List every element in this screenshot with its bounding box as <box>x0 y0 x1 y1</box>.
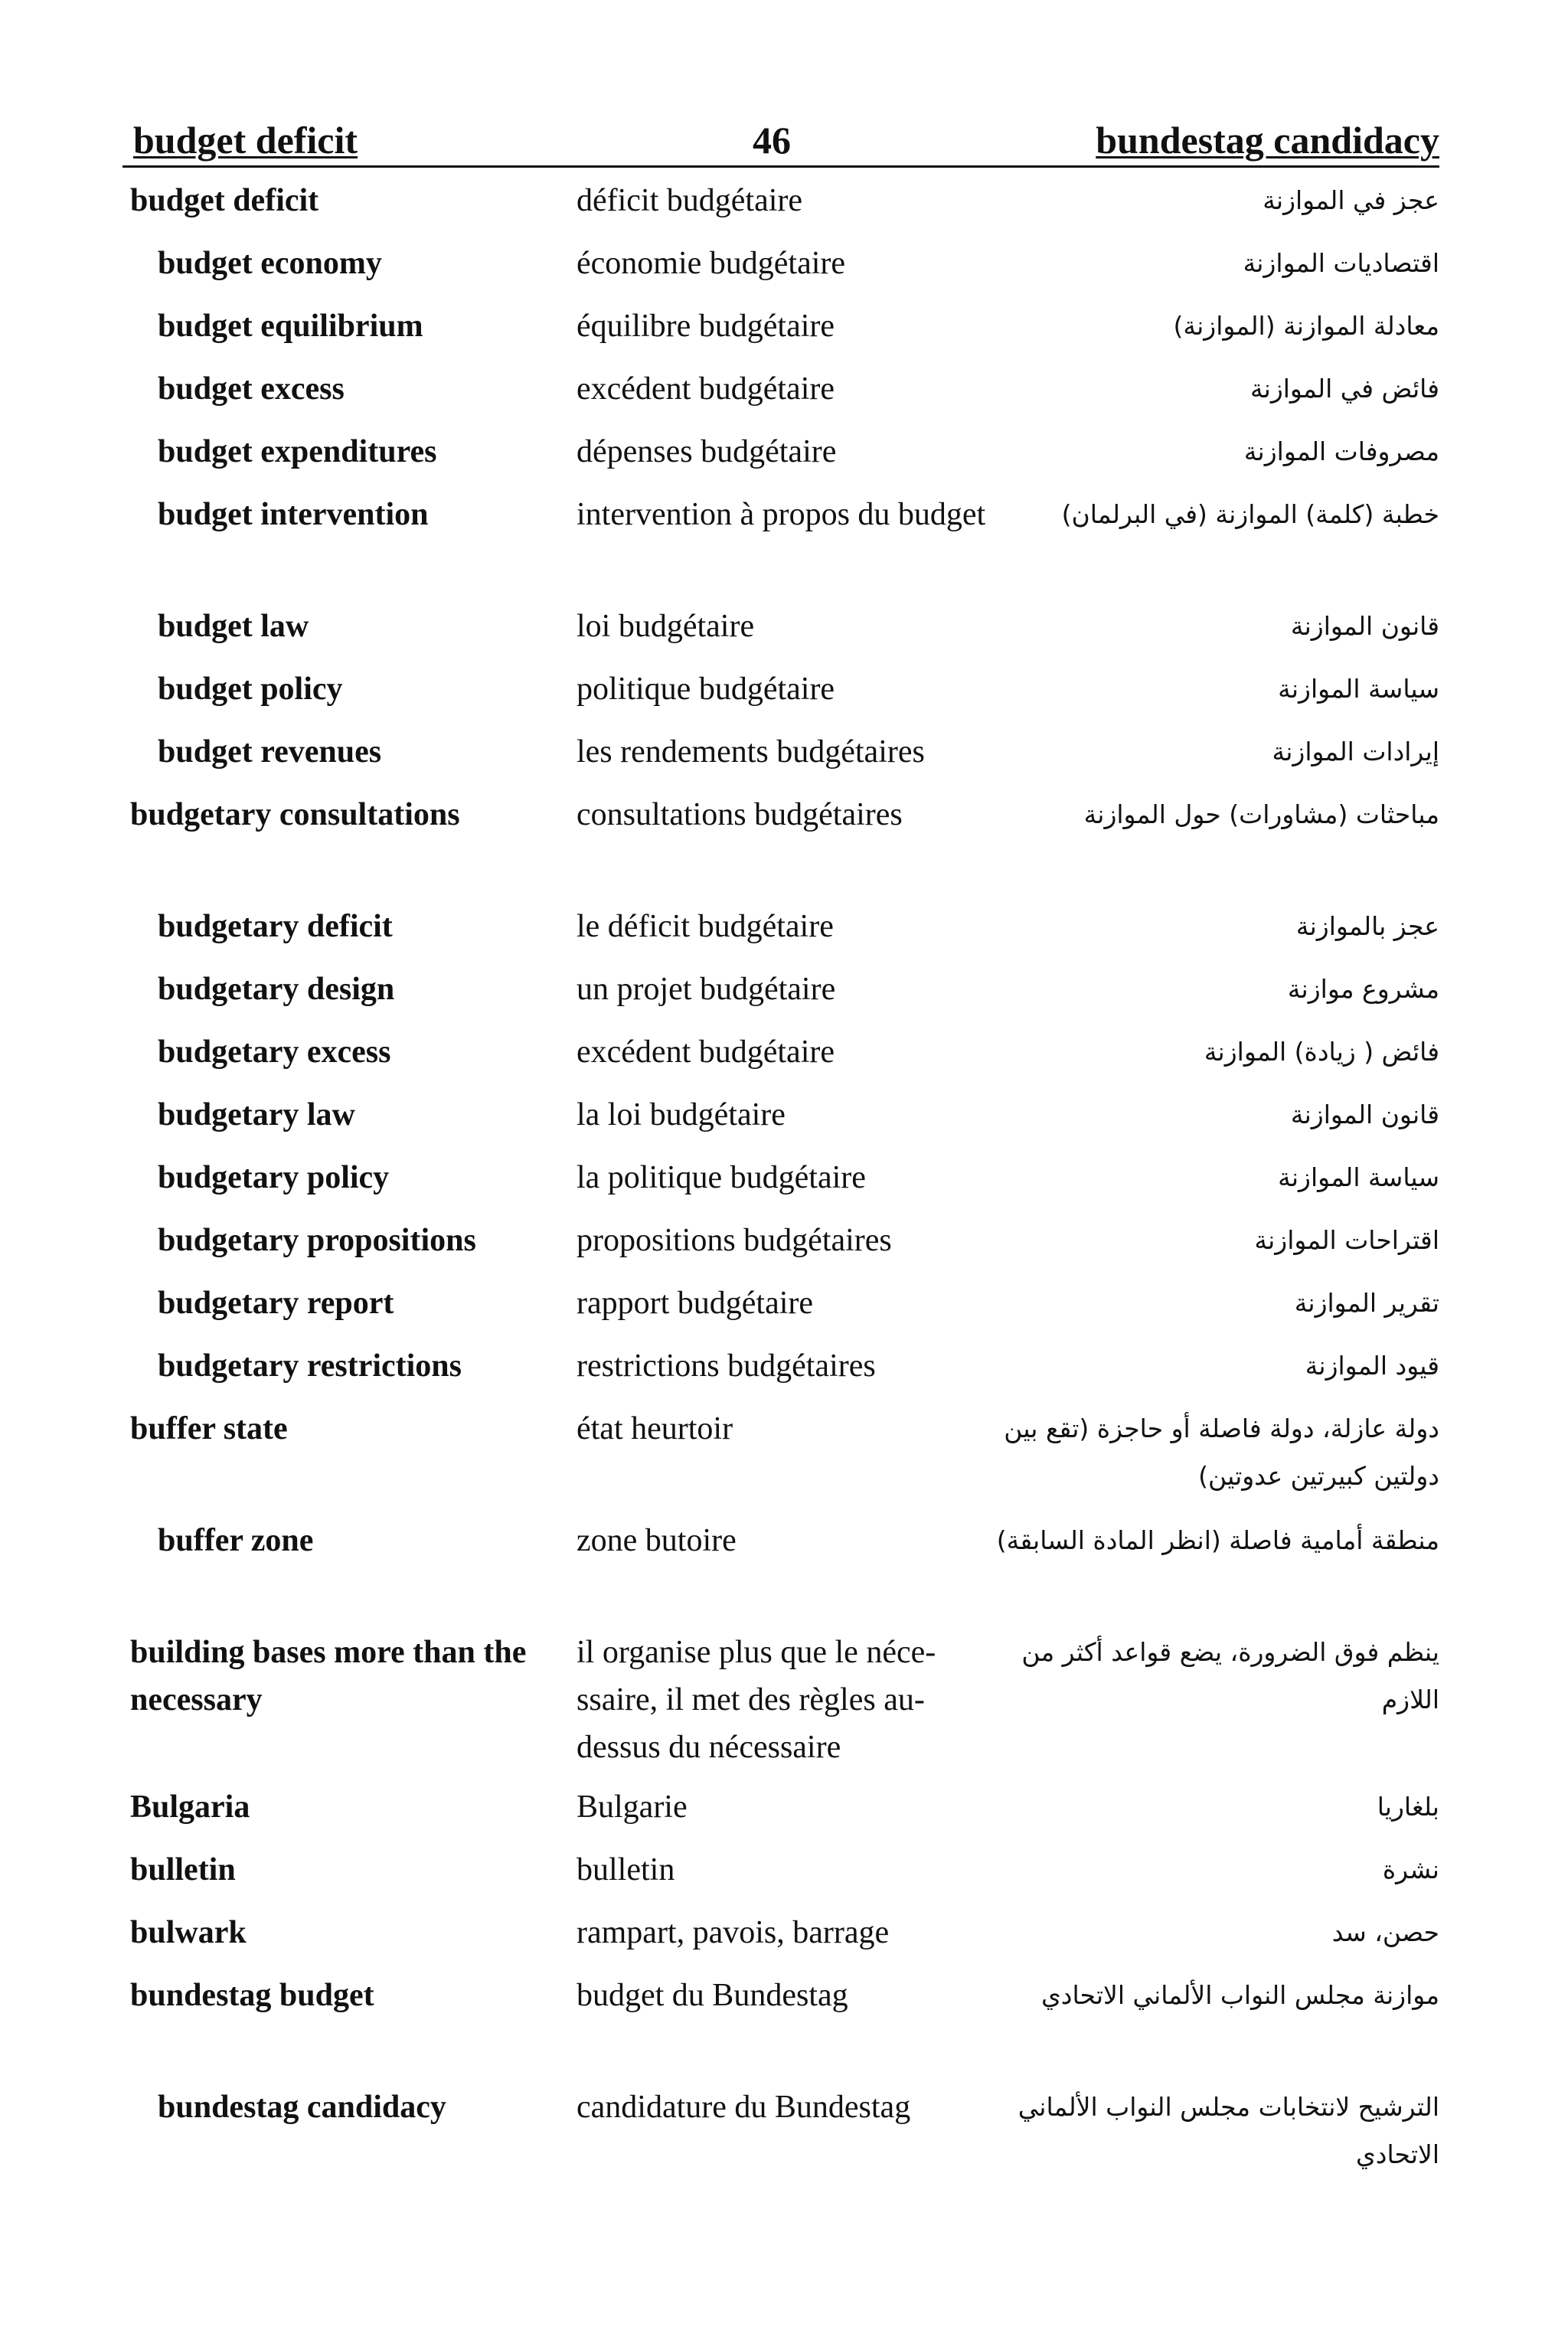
french-translation: la loi budgétaire <box>577 1097 786 1132</box>
english-term: bundestag budget <box>130 1978 374 2013</box>
french-translation: consultations budgétaires <box>577 797 903 832</box>
english-term: Bulgaria <box>130 1789 250 1825</box>
arabic-translation: تقرير الموازنة <box>1294 1288 1439 1318</box>
english-term: budgetary deficit <box>158 909 393 944</box>
dictionary-entry <box>122 1972 1439 2084</box>
english-term: budgetary law <box>158 1097 355 1132</box>
arabic-translation: منطقة أمامية فاصلة (انظر المادة السابقة) <box>996 1525 1439 1555</box>
arabic-translation: اقتراحات الموازنة <box>1254 1225 1439 1255</box>
dictionary-entry <box>122 1517 1439 1629</box>
french-translation: un projet budgétaire <box>577 972 836 1007</box>
arabic-translation: الترشيح لانتخابات مجلس النواب الألماني الاتحادي <box>1018 2092 1439 2169</box>
dictionary-entry <box>122 728 1439 791</box>
arabic-translation: سياسة الموازنة <box>1278 674 1439 704</box>
dictionary-entry <box>122 791 1439 903</box>
french-translation: les rendements budgétaires <box>577 734 925 770</box>
english-term: budget equilibrium <box>158 309 423 344</box>
dictionary-entry <box>122 1909 1439 1972</box>
arabic-translation: خطبة (كلمة) الموازنة (في البرلمان) <box>1061 499 1439 529</box>
french-translation: rapport budgétaire <box>577 1286 814 1321</box>
dictionary-entry <box>122 603 1439 665</box>
arabic-translation: عجز في الموازنة <box>1263 185 1439 215</box>
arabic-translation: قيود الموازنة <box>1305 1351 1439 1381</box>
dictionary-entry <box>122 1028 1439 1091</box>
french-translation: rampart, pavois, barrage <box>577 1915 890 1950</box>
arabic-translation: نشرة <box>1382 1855 1439 1884</box>
arabic-translation: سياسة الموازنة <box>1278 1162 1439 1192</box>
french-translation: bulletin <box>577 1852 675 1887</box>
english-term: buffer zone <box>158 1523 314 1558</box>
english-term: budget intervention <box>158 497 429 532</box>
arabic-translation: قانون الموازنة <box>1290 611 1439 641</box>
arabic-translation: اقتصاديات الموازنة <box>1243 248 1439 278</box>
french-translation: état heurtoir <box>577 1411 733 1446</box>
page-header <box>122 107 1439 168</box>
english-term: bulletin <box>130 1852 236 1887</box>
french-translation: Bulgarie <box>577 1789 688 1825</box>
dictionary-entry <box>122 1846 1439 1909</box>
arabic-translation: موازنة مجلس النواب الألماني الاتحادي <box>1040 1980 1439 2010</box>
arabic-translation: مصروفات الموازنة <box>1243 436 1439 466</box>
english-term: building bases more than the necessary <box>130 1635 527 1717</box>
arabic-translation: بلغاريا <box>1377 1792 1439 1822</box>
english-term: budget economy <box>158 246 382 281</box>
dictionary-page <box>122 107 1439 2195</box>
english-term: budgetary design <box>158 972 395 1007</box>
english-term: budgetary propositions <box>158 1223 476 1258</box>
french-translation: équilibre budgétaire <box>577 309 835 344</box>
english-term: budgetary restrictions <box>158 1348 462 1384</box>
dictionary-entry <box>122 1629 1439 1783</box>
dictionary-entry <box>122 428 1439 491</box>
dictionary-entry <box>122 1783 1439 1846</box>
english-term: bundestag candidacy <box>158 2090 446 2125</box>
french-translation: le déficit budgétaire <box>577 909 834 944</box>
arabic-translation: عجز بالموازنة <box>1295 911 1439 941</box>
arabic-translation: فائض ( زيادة) الموازنة <box>1204 1037 1439 1067</box>
dictionary-entry <box>122 1154 1439 1217</box>
arabic-translation: معادلة الموازنة (الموازنة) <box>1173 311 1439 341</box>
english-term: bulwark <box>130 1915 247 1950</box>
english-term: budgetary consultations <box>130 797 460 832</box>
english-term: budget revenues <box>158 734 382 770</box>
english-term: budgetary report <box>158 1286 394 1321</box>
arabic-translation: إيرادات الموازنة <box>1272 737 1439 766</box>
english-term: budget deficit <box>130 183 319 218</box>
dictionary-entry <box>122 365 1439 428</box>
english-term: budgetary excess <box>158 1034 391 1070</box>
french-translation: intervention à propos du budget <box>577 497 986 532</box>
french-translation: zone butoire <box>577 1523 737 1558</box>
dictionary-entry <box>122 240 1439 302</box>
dictionary-entry <box>122 903 1439 966</box>
arabic-translation: مشروع موازنة <box>1287 974 1439 1004</box>
dictionary-entry <box>122 1091 1439 1154</box>
french-translation: excédent budgétaire <box>577 371 835 407</box>
dictionary-entry <box>122 966 1439 1028</box>
french-translation: loi budgétaire <box>577 609 755 644</box>
french-translation: restrictions budgétaires <box>577 1348 876 1384</box>
dictionary-entry <box>122 665 1439 728</box>
arabic-translation: فائض في الموازنة <box>1250 374 1439 404</box>
english-term: buffer state <box>130 1411 288 1446</box>
arabic-translation: مباحثات (مشاورات) حول الموازنة <box>1083 799 1439 829</box>
left-guide-word: budget deficit <box>133 119 358 162</box>
english-term: budget expenditures <box>158 434 437 469</box>
arabic-translation: حصن، سد <box>1331 1917 1439 1947</box>
french-translation: économie budgétaire <box>577 246 846 281</box>
french-translation: dépenses budgétaire <box>577 434 837 469</box>
english-term: budget policy <box>158 672 343 707</box>
french-translation: déficit budgétaire <box>577 183 803 218</box>
dictionary-entry <box>122 1405 1439 1517</box>
english-term: budgetary policy <box>158 1160 390 1195</box>
french-translation: excédent budgétaire <box>577 1034 835 1070</box>
entry-list <box>122 177 1439 2195</box>
dictionary-entry <box>122 177 1439 240</box>
arabic-translation: دولة عازلة، دولة فاصلة أو حاجزة (تقع بين دولتين كبيرتين عدوتين) <box>1004 1414 1439 1491</box>
dictionary-entry <box>122 1280 1439 1342</box>
right-guide-word: bundestag candidacy <box>1096 119 1439 162</box>
french-translation: il organise plus que le néce-ssaire, il met des règles au-dessus du nécessaire <box>577 1635 936 1765</box>
english-term: budget excess <box>158 371 345 407</box>
dictionary-entry <box>122 1217 1439 1280</box>
dictionary-entry <box>122 491 1439 603</box>
french-translation: politique budgétaire <box>577 672 835 707</box>
french-translation: candidature du Bundestag <box>577 2090 911 2125</box>
dictionary-entry <box>122 302 1439 365</box>
french-translation: la politique budgétaire <box>577 1160 866 1195</box>
dictionary-entry <box>122 2084 1439 2195</box>
french-translation: propositions budgétaires <box>577 1223 892 1258</box>
dictionary-entry <box>122 1342 1439 1405</box>
english-term: budget law <box>158 609 309 644</box>
arabic-translation: ينظم فوق الضرورة، يضع قواعد أكثر من اللازم <box>1021 1637 1439 1714</box>
arabic-translation: قانون الموازنة <box>1290 1100 1439 1129</box>
french-translation: budget du Bundestag <box>577 1978 848 2013</box>
page-number: 46 <box>753 119 791 162</box>
